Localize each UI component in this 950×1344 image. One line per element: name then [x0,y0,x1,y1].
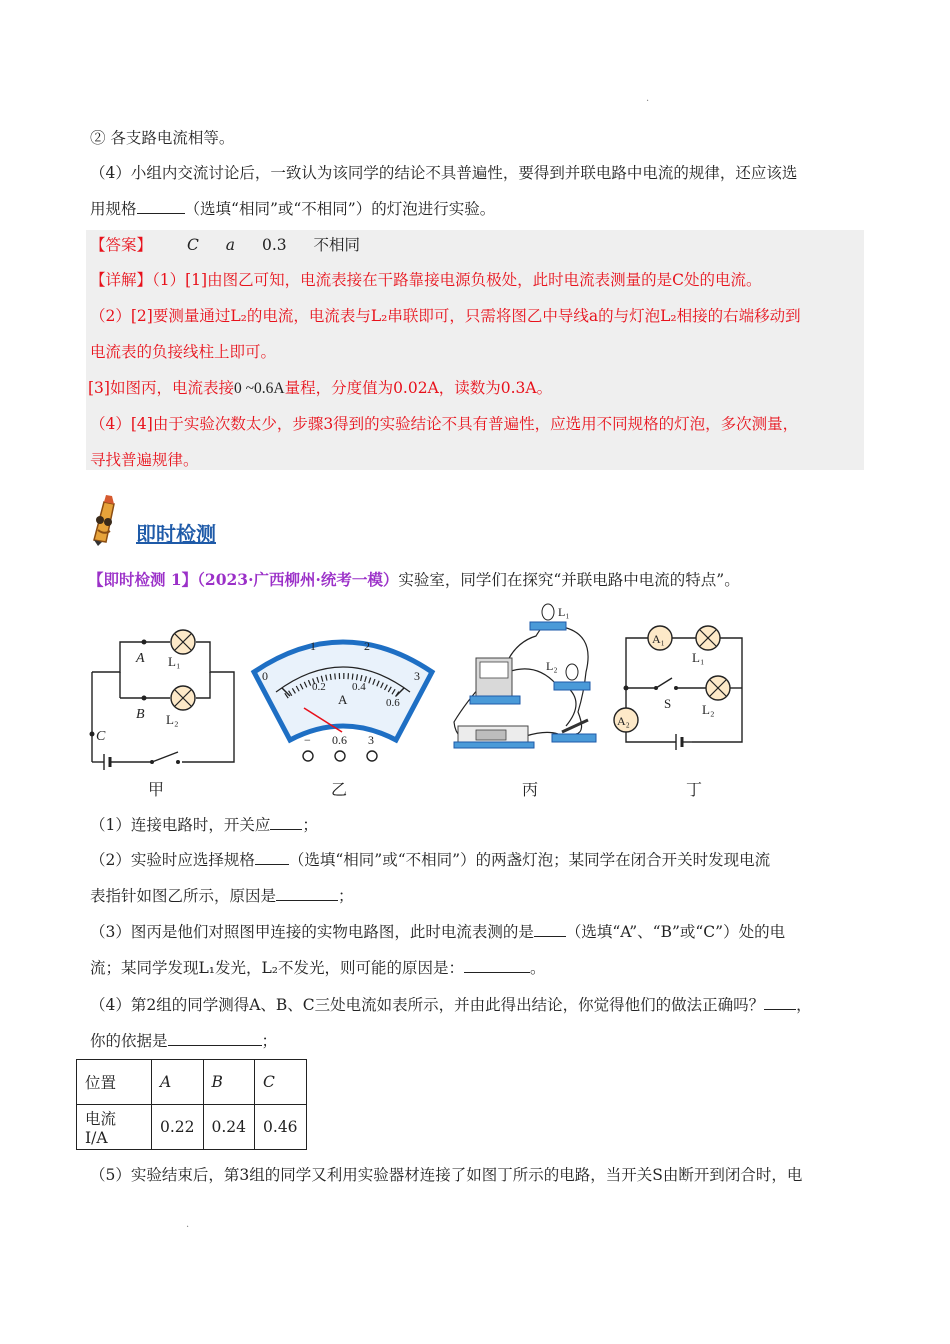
scale-06: 0.6 [386,697,400,709]
table-row [77,1105,307,1150]
text: ； [261,1032,278,1050]
label-l1-photo: L₁ [558,605,570,619]
subquestion-4 [90,995,812,1015]
label-c: C [96,729,106,744]
terminal-06-label: 0.6 [332,733,347,747]
section-heading-text: 即时检测 [136,522,216,546]
answer-blank[interactable] [168,1031,262,1046]
text: 表指针如图乙所示，原因是 [90,887,277,905]
text: 流；某同学发现L₁发光，L₂不发光，则可能的原因是： [90,959,465,977]
ammeter-a1-label: A₁ [652,632,665,646]
answer-value: 不相同 [313,236,361,254]
pencil-mascot-icon [86,488,136,546]
ammeter-dial-yi [246,632,440,756]
text: 。 [530,959,546,977]
answer-line [90,235,360,255]
answer-blank[interactable] [534,922,566,937]
table-header-cell: C [255,1060,307,1105]
subquestion-5: （5）实验结束后，第3组的同学又利用实验器材连接了如图丁所示的电路，当开关S由断开到闭合时，电 [90,1166,803,1184]
answer-value: 0.3 [261,236,287,254]
detail-line-1 [90,270,761,290]
line-conclusion-2: ② 各支路电流相等。 [90,129,235,147]
figure-label-ding: 丁 [686,780,703,799]
scale-1: 1 [310,639,316,653]
circuit-diagram-jia [82,622,242,772]
scale-3: 3 [414,669,420,683]
answer-blank[interactable] [255,850,289,865]
scale-2: 2 [364,639,370,653]
detail-line-6: 寻找普遍规律。 [90,451,199,469]
switch-s-label: S [664,696,672,711]
table-row [77,1060,307,1105]
scale-04: 0.4 [352,681,366,693]
text: （选填“相同”或“不相同”）的灯泡进行实验。 [184,200,496,218]
answer-blank[interactable] [137,199,185,214]
table-header-cell: 位置 [77,1060,152,1105]
text: [3]如图丙，电流表接 [88,379,234,397]
subquestion-3 [90,922,785,942]
scale-02: 0.2 [312,681,326,693]
text: （2）实验时应选择规格 [90,851,255,869]
question-stem [88,570,740,590]
subquestion-1 [90,815,318,835]
label-l2-photo: L₂ [546,659,558,673]
text: 你的依据是 [90,1032,168,1050]
table-cell: 0.22 [152,1105,204,1150]
table-header-cell: A [152,1060,204,1105]
ammeter-a2-label: A₂ [617,714,630,728]
table-cell: 0.24 [203,1105,255,1150]
text: （4）第2组的同学测得A、B、C三处电流如表所示，并由此得出结论，你觉得他们的做法正确吗？ [90,996,765,1014]
figure-label-jia: 甲 [148,780,165,799]
answer-blank[interactable] [764,995,796,1010]
label-b: B [136,707,145,722]
label-l2: L₂ [166,712,179,727]
range-formula: 0 ~0.6A [233,380,285,397]
answer-label: 【答案】 [90,236,153,254]
text: （3）图丙是他们对照图甲连接的实物电路图，此时电流表测的是 [90,923,534,941]
answer-blank[interactable] [464,958,530,973]
ammeter-terminals [296,746,396,768]
page-dot-bottom: · [186,1222,190,1233]
section-heading [86,488,286,548]
detail-line-3: 电流表的负接线柱上即可。 [90,343,277,361]
detail-line-4 [88,378,552,399]
answer-blank[interactable] [276,886,338,901]
current-table [76,1059,307,1150]
label-l2-ding: L₂ [702,702,715,717]
subquestion-2-cont [90,886,354,906]
subquestion-4-cont [90,1031,277,1051]
terminal-minus-label: − [304,733,311,747]
subquestion-3-cont [90,958,546,978]
subquestion-2 [90,850,770,870]
answer-value: C [186,236,199,254]
answer-value: a [225,236,236,254]
terminal-3-label: 3 [368,733,374,747]
physical-circuit-bing [446,602,606,754]
table-cell: 电流 I/A [77,1105,152,1150]
question-tag: 【即时检测 1】（2023·广西柳州·统考一模） [88,570,399,589]
text: （选填“A”、“B”或“C”）处的电 [565,923,786,941]
meter-unit: A [338,692,348,707]
text: 量程，分度值为0.02A，读数为0.3A。 [284,379,553,397]
label-l1: L₁ [168,654,181,669]
text: （选填“相同”或“不相同”）的两盏灯泡；某同学在闭合开关时发现电流 [288,851,771,869]
scale-0: 0 [262,669,268,683]
text: （1）连接电路时，开关应 [90,816,271,834]
text: ； [338,887,354,905]
page-dot-top: · [646,96,650,107]
table-header-cell: B [203,1060,255,1105]
text: ； [302,816,318,834]
line-question-4-cont [90,199,495,219]
table-cell: 0.46 [255,1105,307,1150]
detail-line-2: （2）[2]要测量通过L₂的电流，电流表与L₂串联即可，只需将图乙中导线a的与灯泡L₂相接的右端移动到 [90,307,801,325]
circuit-diagram-ding [612,622,748,750]
detail-label: 【详解】 [90,271,153,289]
text: ， [796,996,812,1014]
text: 用规格 [90,200,137,218]
line-question-4: （4）小组内交流讨论后，一致认为该同学的结论不具普遍性，要得到并联电路中电流的规律，还应该选 [90,164,798,182]
text: 实验室，同学们在探究“并联电路中电流的特点”。 [398,571,740,589]
answer-blank[interactable] [270,815,302,830]
label-l1-ding: L₁ [692,650,705,665]
text: （1）[1]由图乙可知，电流表接在干路靠接电源负极处，此时电流表测量的是C处的电流。 [152,271,762,289]
label-a: A [136,651,145,666]
figure-label-yi: 乙 [331,780,348,799]
detail-line-5: （4）[4]由于实验次数太少，步骤3得到的实验结论不具有普遍性，应选用不同规格的灯泡，多次测量， [90,415,799,433]
figure-label-bing: 丙 [522,780,539,799]
